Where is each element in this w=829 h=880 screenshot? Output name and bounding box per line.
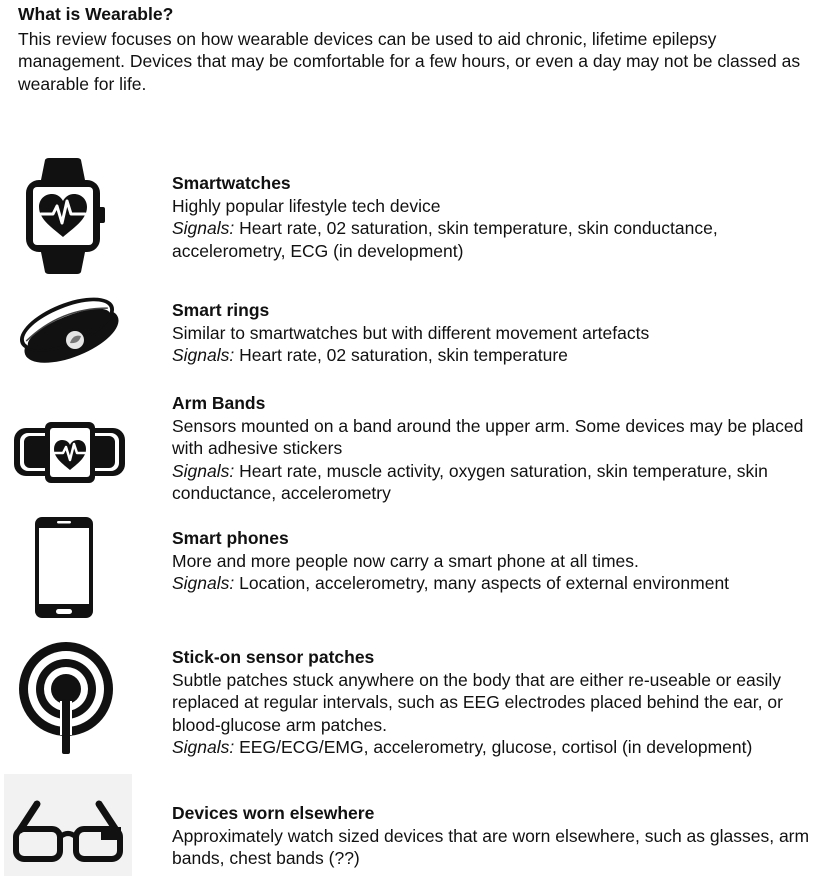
- device-title: Arm Bands: [172, 393, 266, 413]
- device-description: Sensors mounted on a band around the upper arm. Some devices may be placed with adhesive stickers: [172, 415, 804, 458]
- device-description: Highly popular lifestyle tech device: [172, 195, 441, 216]
- device-signals: [172, 460, 822, 505]
- device-signals: [172, 572, 822, 595]
- signals-label: Signals:: [172, 573, 235, 593]
- signals-list: Heart rate, 02 saturation, skin temperature, skin conductance, accelerometry, ECG (in development): [172, 218, 718, 261]
- device-title: Smartwatches: [172, 173, 291, 193]
- signals-list: Heart rate, 02 saturation, skin temperature: [234, 345, 568, 365]
- device-text: [172, 802, 822, 870]
- device-title: Smart phones: [172, 528, 289, 548]
- device-title: Smart rings: [172, 300, 270, 320]
- signals-label: Signals:: [172, 737, 235, 757]
- device-text: [172, 646, 822, 759]
- device-text: [172, 527, 822, 595]
- signals-label: Signals:: [172, 460, 235, 481]
- arm-band-icon: [12, 420, 127, 485]
- signals-list: Location, accelerometry, many aspects of external environment: [234, 573, 730, 593]
- device-description: Subtle patches stuck anywhere on the body that are either re-useable or easily replaced at regular intervals, such as EEG electrodes placed behind the ear, or blood-glucose arm patches.: [172, 669, 783, 735]
- signals-list: EEG/ECG/EMG, accelerometry, glucose, cortisol (in development): [234, 737, 753, 757]
- device-description: Approximately watch sized devices that are worn elsewhere, such as glasses, arm bands, chest bands (??): [172, 825, 810, 868]
- signals-list: Heart rate, muscle activity, oxygen saturation, skin temperature, skin conductance, accelerometry: [172, 460, 768, 503]
- device-text: [172, 299, 822, 367]
- device-signals: [172, 736, 822, 759]
- device-signals: [172, 344, 822, 367]
- device-description: More and more people now carry a smart phone at all times.: [172, 550, 639, 571]
- intro-heading: What is Wearable?: [18, 4, 174, 24]
- device-text: [172, 172, 822, 262]
- device-title: Stick-on sensor patches: [172, 647, 375, 667]
- device-title: Devices worn elsewhere: [172, 803, 375, 823]
- device-text: [172, 392, 822, 505]
- sensor-patch-icon: [16, 641, 116, 755]
- smartwatch-icon: [22, 157, 108, 275]
- signals-label: Signals:: [172, 345, 235, 365]
- intro-body: This review focuses on how wearable devices can be used to aid chronic, lifetime epilepsy management. Devices that may be comfortable for a few hours, or even a day may not be classed as wearable for life.: [18, 28, 801, 94]
- signals-label: Signals:: [172, 218, 235, 238]
- smart-glasses-icon: [4, 774, 132, 876]
- device-signals: [172, 217, 822, 262]
- device-description: Similar to smartwatches but with different movement artefacts: [172, 322, 650, 343]
- smart-ring-icon: [15, 292, 125, 372]
- intro-section: [18, 3, 818, 95]
- smartphone-icon: [34, 516, 94, 619]
